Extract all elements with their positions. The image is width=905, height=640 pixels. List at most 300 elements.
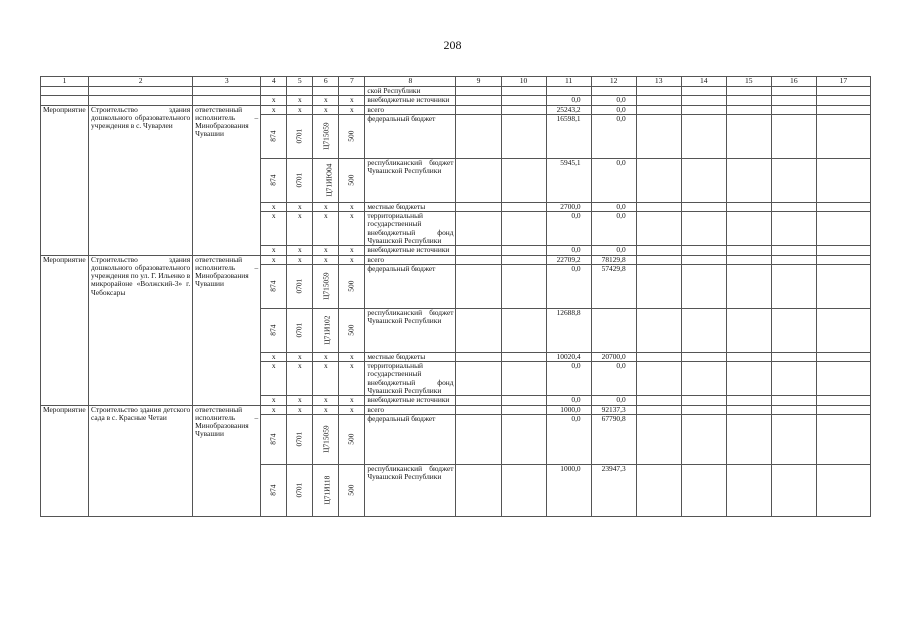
empty-cell bbox=[456, 96, 501, 105]
code-section: 0701 bbox=[294, 322, 304, 338]
empty-cell bbox=[456, 362, 501, 396]
code-target-article: Ц715059 bbox=[321, 272, 331, 301]
empty-cell bbox=[771, 352, 816, 361]
code-section bbox=[287, 308, 313, 352]
code-target-article: Ц71И118 bbox=[322, 475, 332, 505]
funding-source: федеральный бюджет bbox=[365, 414, 456, 464]
code-grbs: 874 bbox=[268, 280, 278, 292]
empty-cell bbox=[726, 352, 771, 361]
code-expense-type bbox=[339, 264, 365, 308]
code-grbs bbox=[261, 308, 287, 352]
code-expense-type bbox=[339, 464, 365, 516]
empty-cell bbox=[636, 255, 681, 264]
empty-cell bbox=[636, 396, 681, 405]
funding-source: республиканский бюджет Чувашской Республики bbox=[365, 308, 456, 352]
empty-cell bbox=[261, 87, 287, 96]
empty-cell bbox=[456, 396, 501, 405]
empty-cell bbox=[636, 212, 681, 246]
event-title: Строительство здания дошкольного образовательного учреждения по ул. Г. Ильенко в микрорайоне «Волжский-3» г. Чебоксары bbox=[89, 255, 193, 405]
empty-cell bbox=[726, 396, 771, 405]
empty-cell bbox=[771, 246, 816, 255]
funding-source: всего bbox=[365, 405, 456, 414]
code-section: 0701 bbox=[294, 431, 304, 447]
column-header: 14 bbox=[681, 77, 726, 87]
empty-cell bbox=[456, 308, 501, 352]
x-cell: x bbox=[339, 352, 365, 361]
x-cell: x bbox=[261, 255, 287, 264]
value-cell bbox=[591, 308, 636, 352]
event-type: Мероприятие bbox=[41, 405, 89, 516]
table-row bbox=[41, 405, 871, 414]
column-header: 9 bbox=[456, 77, 501, 87]
value-cell bbox=[591, 87, 636, 96]
empty-cell bbox=[501, 352, 546, 361]
empty-cell bbox=[636, 202, 681, 211]
empty-cell bbox=[681, 396, 726, 405]
value-cell: 2700,0 bbox=[546, 202, 591, 211]
empty-cell bbox=[89, 96, 193, 105]
code-expense-type bbox=[339, 308, 365, 352]
empty-cell bbox=[501, 362, 546, 396]
empty-cell bbox=[681, 264, 726, 308]
x-cell: x bbox=[339, 212, 365, 246]
value-cell: 0,0 bbox=[591, 96, 636, 105]
code-grbs: 874 bbox=[268, 484, 278, 496]
empty-cell bbox=[636, 308, 681, 352]
x-cell: x bbox=[313, 352, 339, 361]
code-target-article bbox=[313, 264, 339, 308]
empty-cell bbox=[681, 114, 726, 158]
code-target-article: Ц715059 bbox=[321, 425, 331, 454]
empty-cell bbox=[726, 414, 771, 464]
code-grbs: 874 bbox=[268, 433, 278, 445]
empty-cell bbox=[41, 87, 89, 96]
column-header: 1 bbox=[41, 77, 89, 87]
value-cell: 0,0 bbox=[546, 212, 591, 246]
funding-source: всего bbox=[365, 255, 456, 264]
code-grbs bbox=[261, 464, 287, 516]
value-cell: 0,0 bbox=[591, 246, 636, 255]
value-cell: 12688,8 bbox=[546, 308, 591, 352]
funding-source: внебюджетные источники bbox=[365, 246, 456, 255]
empty-cell bbox=[41, 96, 89, 105]
value-cell: 0,0 bbox=[591, 114, 636, 158]
x-cell: x bbox=[261, 96, 287, 105]
x-cell: x bbox=[313, 396, 339, 405]
funding-source: местные бюджеты bbox=[365, 202, 456, 211]
column-header: 16 bbox=[771, 77, 816, 87]
empty-cell bbox=[501, 246, 546, 255]
empty-cell bbox=[636, 362, 681, 396]
code-expense-type: 500 bbox=[346, 433, 356, 445]
empty-cell bbox=[816, 308, 870, 352]
x-cell: x bbox=[339, 202, 365, 211]
x-cell: x bbox=[339, 246, 365, 255]
empty-cell bbox=[501, 212, 546, 246]
code-section bbox=[287, 464, 313, 516]
value-cell bbox=[546, 87, 591, 96]
x-cell: x bbox=[313, 96, 339, 105]
x-cell: x bbox=[261, 212, 287, 246]
funding-source: местные бюджеты bbox=[365, 352, 456, 361]
value-cell: 57429,8 bbox=[591, 264, 636, 308]
empty-cell bbox=[456, 246, 501, 255]
empty-cell bbox=[771, 202, 816, 211]
x-cell: x bbox=[261, 352, 287, 361]
empty-cell bbox=[636, 414, 681, 464]
empty-cell bbox=[681, 255, 726, 264]
code-grbs bbox=[261, 158, 287, 202]
x-cell: x bbox=[339, 362, 365, 396]
value-cell: 0,0 bbox=[591, 396, 636, 405]
code-section: 0701 bbox=[294, 172, 304, 188]
empty-cell bbox=[771, 414, 816, 464]
empty-cell bbox=[501, 464, 546, 516]
empty-cell bbox=[771, 405, 816, 414]
x-cell: x bbox=[313, 255, 339, 264]
empty-cell bbox=[89, 87, 193, 96]
value-cell: 22709,2 bbox=[546, 255, 591, 264]
value-cell: 1000,0 bbox=[546, 464, 591, 516]
column-header: 13 bbox=[636, 77, 681, 87]
code-section: 0701 bbox=[294, 482, 304, 498]
value-cell: 0,0 bbox=[591, 158, 636, 202]
code-section: 0701 bbox=[294, 278, 304, 294]
x-cell: x bbox=[313, 362, 339, 396]
code-target-article bbox=[313, 158, 339, 202]
empty-cell bbox=[636, 464, 681, 516]
code-expense-type: 500 bbox=[346, 484, 356, 496]
value-cell: 0,0 bbox=[546, 414, 591, 464]
empty-cell bbox=[771, 308, 816, 352]
empty-cell bbox=[816, 396, 870, 405]
code-section: 0701 bbox=[294, 128, 304, 144]
empty-cell bbox=[726, 255, 771, 264]
empty-cell bbox=[816, 158, 870, 202]
funding-source: территориальный государственный внебюджетный фонд Чувашской Республики bbox=[365, 212, 456, 246]
empty-cell bbox=[771, 264, 816, 308]
empty-cell bbox=[771, 255, 816, 264]
x-cell: x bbox=[261, 202, 287, 211]
column-header: 2 bbox=[89, 77, 193, 87]
empty-cell bbox=[636, 114, 681, 158]
value-cell: 0,0 bbox=[546, 396, 591, 405]
x-cell: x bbox=[261, 362, 287, 396]
empty-cell bbox=[313, 87, 339, 96]
value-cell: 1000,0 bbox=[546, 405, 591, 414]
empty-cell bbox=[456, 352, 501, 361]
x-cell: x bbox=[313, 405, 339, 414]
code-grbs: 874 bbox=[268, 174, 278, 186]
empty-cell bbox=[726, 308, 771, 352]
column-header: 10 bbox=[501, 77, 546, 87]
x-cell: x bbox=[287, 362, 313, 396]
empty-cell bbox=[456, 255, 501, 264]
empty-cell bbox=[456, 114, 501, 158]
empty-cell bbox=[636, 264, 681, 308]
value-cell: 16598,1 bbox=[546, 114, 591, 158]
event-executor: ответственный исполнитель – Минобразования Чувашии bbox=[193, 105, 261, 255]
empty-cell bbox=[726, 246, 771, 255]
empty-cell bbox=[771, 105, 816, 114]
empty-cell bbox=[681, 96, 726, 105]
empty-cell bbox=[456, 87, 501, 96]
x-cell: x bbox=[261, 396, 287, 405]
empty-cell bbox=[501, 405, 546, 414]
code-target-article bbox=[313, 414, 339, 464]
value-cell: 0,0 bbox=[591, 105, 636, 114]
code-section bbox=[287, 414, 313, 464]
column-header: 3 bbox=[193, 77, 261, 87]
empty-cell bbox=[681, 105, 726, 114]
event-title: Строительство здания дошкольного образовательного учреждения в с. Чуварлеи bbox=[89, 105, 193, 255]
empty-cell bbox=[501, 87, 546, 96]
column-header: 8 bbox=[365, 77, 456, 87]
x-cell: x bbox=[339, 405, 365, 414]
x-cell: x bbox=[261, 405, 287, 414]
funding-source: федеральный бюджет bbox=[365, 264, 456, 308]
code-expense-type: 500 bbox=[346, 174, 356, 186]
empty-cell bbox=[726, 105, 771, 114]
x-cell: x bbox=[287, 212, 313, 246]
value-cell: 0,0 bbox=[591, 202, 636, 211]
code-expense-type bbox=[339, 114, 365, 158]
code-target-article: Ц71ИЮ04 bbox=[324, 163, 334, 197]
value-cell: 25243,2 bbox=[546, 105, 591, 114]
x-cell: x bbox=[313, 105, 339, 114]
value-cell: 0,0 bbox=[546, 246, 591, 255]
empty-cell bbox=[456, 212, 501, 246]
code-target-article: Ц71И102 bbox=[322, 315, 332, 345]
empty-cell bbox=[816, 87, 870, 96]
empty-cell bbox=[681, 414, 726, 464]
empty-cell bbox=[726, 96, 771, 105]
empty-cell bbox=[456, 105, 501, 114]
empty-cell bbox=[771, 114, 816, 158]
code-target-article: Ц715059 bbox=[321, 122, 331, 151]
empty-cell bbox=[771, 212, 816, 246]
empty-cell bbox=[771, 158, 816, 202]
value-cell: 92137,3 bbox=[591, 405, 636, 414]
x-cell: x bbox=[339, 396, 365, 405]
empty-cell bbox=[193, 87, 261, 96]
empty-cell bbox=[501, 414, 546, 464]
funding-source: территориальный государственный внебюджетный фонд Чувашской Республики bbox=[365, 362, 456, 396]
x-cell: x bbox=[287, 246, 313, 255]
event-title: Строительство здания детского сада в с. Красные Четаи bbox=[89, 405, 193, 516]
empty-cell bbox=[636, 405, 681, 414]
x-cell: x bbox=[313, 202, 339, 211]
code-expense-type bbox=[339, 414, 365, 464]
funding-source: республиканский бюджет Чувашской Республики bbox=[365, 464, 456, 516]
event-executor: ответственный исполнитель – Минобразования Чувашии bbox=[193, 405, 261, 516]
empty-cell bbox=[816, 114, 870, 158]
table-row bbox=[41, 87, 871, 96]
empty-cell bbox=[726, 362, 771, 396]
empty-cell bbox=[501, 202, 546, 211]
code-expense-type: 500 bbox=[346, 130, 356, 142]
funding-source: республиканский бюджет Чувашской Республики bbox=[365, 158, 456, 202]
empty-cell bbox=[726, 158, 771, 202]
empty-cell bbox=[681, 464, 726, 516]
empty-cell bbox=[339, 87, 365, 96]
budget-table bbox=[40, 76, 871, 517]
empty-cell bbox=[681, 308, 726, 352]
empty-cell bbox=[681, 362, 726, 396]
value-cell: 5945,1 bbox=[546, 158, 591, 202]
code-grbs: 874 bbox=[268, 130, 278, 142]
value-cell: 67790,8 bbox=[591, 414, 636, 464]
value-cell: 0,0 bbox=[546, 96, 591, 105]
column-header: 11 bbox=[546, 77, 591, 87]
empty-cell bbox=[771, 362, 816, 396]
empty-cell bbox=[816, 105, 870, 114]
x-cell: x bbox=[287, 255, 313, 264]
x-cell: x bbox=[287, 396, 313, 405]
table-body bbox=[41, 87, 871, 517]
page-number: 208 bbox=[443, 38, 462, 52]
empty-cell bbox=[456, 414, 501, 464]
table-row bbox=[41, 105, 871, 114]
empty-cell bbox=[816, 464, 870, 516]
empty-cell bbox=[771, 464, 816, 516]
column-header: 7 bbox=[339, 77, 365, 87]
x-cell: x bbox=[287, 352, 313, 361]
column-header: 12 bbox=[591, 77, 636, 87]
empty-cell bbox=[501, 264, 546, 308]
empty-cell bbox=[726, 87, 771, 96]
x-cell: x bbox=[313, 246, 339, 255]
empty-cell bbox=[287, 87, 313, 96]
table-row bbox=[41, 96, 871, 105]
table-row bbox=[41, 255, 871, 264]
code-grbs: 874 bbox=[268, 324, 278, 336]
code-expense-type bbox=[339, 158, 365, 202]
event-type: Мероприятие bbox=[41, 105, 89, 255]
empty-cell bbox=[816, 362, 870, 396]
value-cell: 0,0 bbox=[591, 362, 636, 396]
empty-cell bbox=[681, 405, 726, 414]
event-type: Мероприятие bbox=[41, 255, 89, 405]
code-target-article bbox=[313, 464, 339, 516]
table-header bbox=[41, 77, 871, 87]
code-grbs bbox=[261, 114, 287, 158]
value-cell: 78129,8 bbox=[591, 255, 636, 264]
column-header: 17 bbox=[816, 77, 870, 87]
value-cell: 10020,4 bbox=[546, 352, 591, 361]
x-cell: x bbox=[287, 405, 313, 414]
empty-cell bbox=[456, 202, 501, 211]
x-cell: x bbox=[339, 96, 365, 105]
x-cell: x bbox=[339, 105, 365, 114]
value-cell: 0,0 bbox=[546, 362, 591, 396]
empty-cell bbox=[501, 308, 546, 352]
empty-cell bbox=[681, 87, 726, 96]
empty-cell bbox=[816, 264, 870, 308]
empty-cell bbox=[771, 396, 816, 405]
empty-cell bbox=[816, 405, 870, 414]
empty-cell bbox=[816, 212, 870, 246]
empty-cell bbox=[636, 96, 681, 105]
funding-source: федеральный бюджет bbox=[365, 114, 456, 158]
x-cell: x bbox=[261, 105, 287, 114]
empty-cell bbox=[726, 405, 771, 414]
empty-cell bbox=[726, 212, 771, 246]
empty-cell bbox=[636, 105, 681, 114]
empty-cell bbox=[816, 202, 870, 211]
empty-cell bbox=[681, 202, 726, 211]
x-cell: x bbox=[313, 212, 339, 246]
empty-cell bbox=[193, 96, 261, 105]
code-grbs bbox=[261, 264, 287, 308]
funding-source: всего bbox=[365, 105, 456, 114]
empty-cell bbox=[681, 212, 726, 246]
empty-cell bbox=[501, 158, 546, 202]
empty-cell bbox=[771, 87, 816, 96]
code-expense-type: 500 bbox=[346, 280, 356, 292]
empty-cell bbox=[636, 87, 681, 96]
empty-cell bbox=[456, 264, 501, 308]
value-cell: 0,0 bbox=[546, 264, 591, 308]
value-cell: 0,0 bbox=[591, 212, 636, 246]
empty-cell bbox=[456, 464, 501, 516]
value-cell: 20700,0 bbox=[591, 352, 636, 361]
x-cell: x bbox=[287, 96, 313, 105]
empty-cell bbox=[456, 158, 501, 202]
code-expense-type: 500 bbox=[346, 324, 356, 336]
x-cell: x bbox=[339, 255, 365, 264]
empty-cell bbox=[816, 246, 870, 255]
code-grbs bbox=[261, 414, 287, 464]
column-header: 4 bbox=[261, 77, 287, 87]
empty-cell bbox=[816, 414, 870, 464]
funding-source: ской Республики bbox=[365, 87, 456, 96]
empty-cell bbox=[636, 158, 681, 202]
funding-source: внебюджетные источники bbox=[365, 396, 456, 405]
empty-cell bbox=[456, 405, 501, 414]
code-target-article bbox=[313, 114, 339, 158]
empty-cell bbox=[681, 246, 726, 255]
event-executor: ответственный исполнитель – Минобразования Чувашии bbox=[193, 255, 261, 405]
empty-cell bbox=[726, 464, 771, 516]
empty-cell bbox=[501, 255, 546, 264]
x-cell: x bbox=[287, 202, 313, 211]
empty-cell bbox=[681, 352, 726, 361]
empty-cell bbox=[726, 202, 771, 211]
column-header: 15 bbox=[726, 77, 771, 87]
column-header: 5 bbox=[287, 77, 313, 87]
empty-cell bbox=[816, 96, 870, 105]
empty-cell bbox=[726, 114, 771, 158]
empty-cell bbox=[501, 96, 546, 105]
empty-cell bbox=[501, 114, 546, 158]
x-cell: x bbox=[287, 105, 313, 114]
empty-cell bbox=[636, 352, 681, 361]
empty-cell bbox=[681, 158, 726, 202]
x-cell: x bbox=[261, 246, 287, 255]
empty-cell bbox=[771, 96, 816, 105]
empty-cell bbox=[636, 246, 681, 255]
funding-source: внебюджетные источники bbox=[365, 96, 456, 105]
empty-cell bbox=[501, 396, 546, 405]
code-section bbox=[287, 158, 313, 202]
column-header: 6 bbox=[313, 77, 339, 87]
value-cell: 23947,3 bbox=[591, 464, 636, 516]
code-target-article bbox=[313, 308, 339, 352]
empty-cell bbox=[816, 352, 870, 361]
empty-cell bbox=[816, 255, 870, 264]
empty-cell bbox=[726, 264, 771, 308]
